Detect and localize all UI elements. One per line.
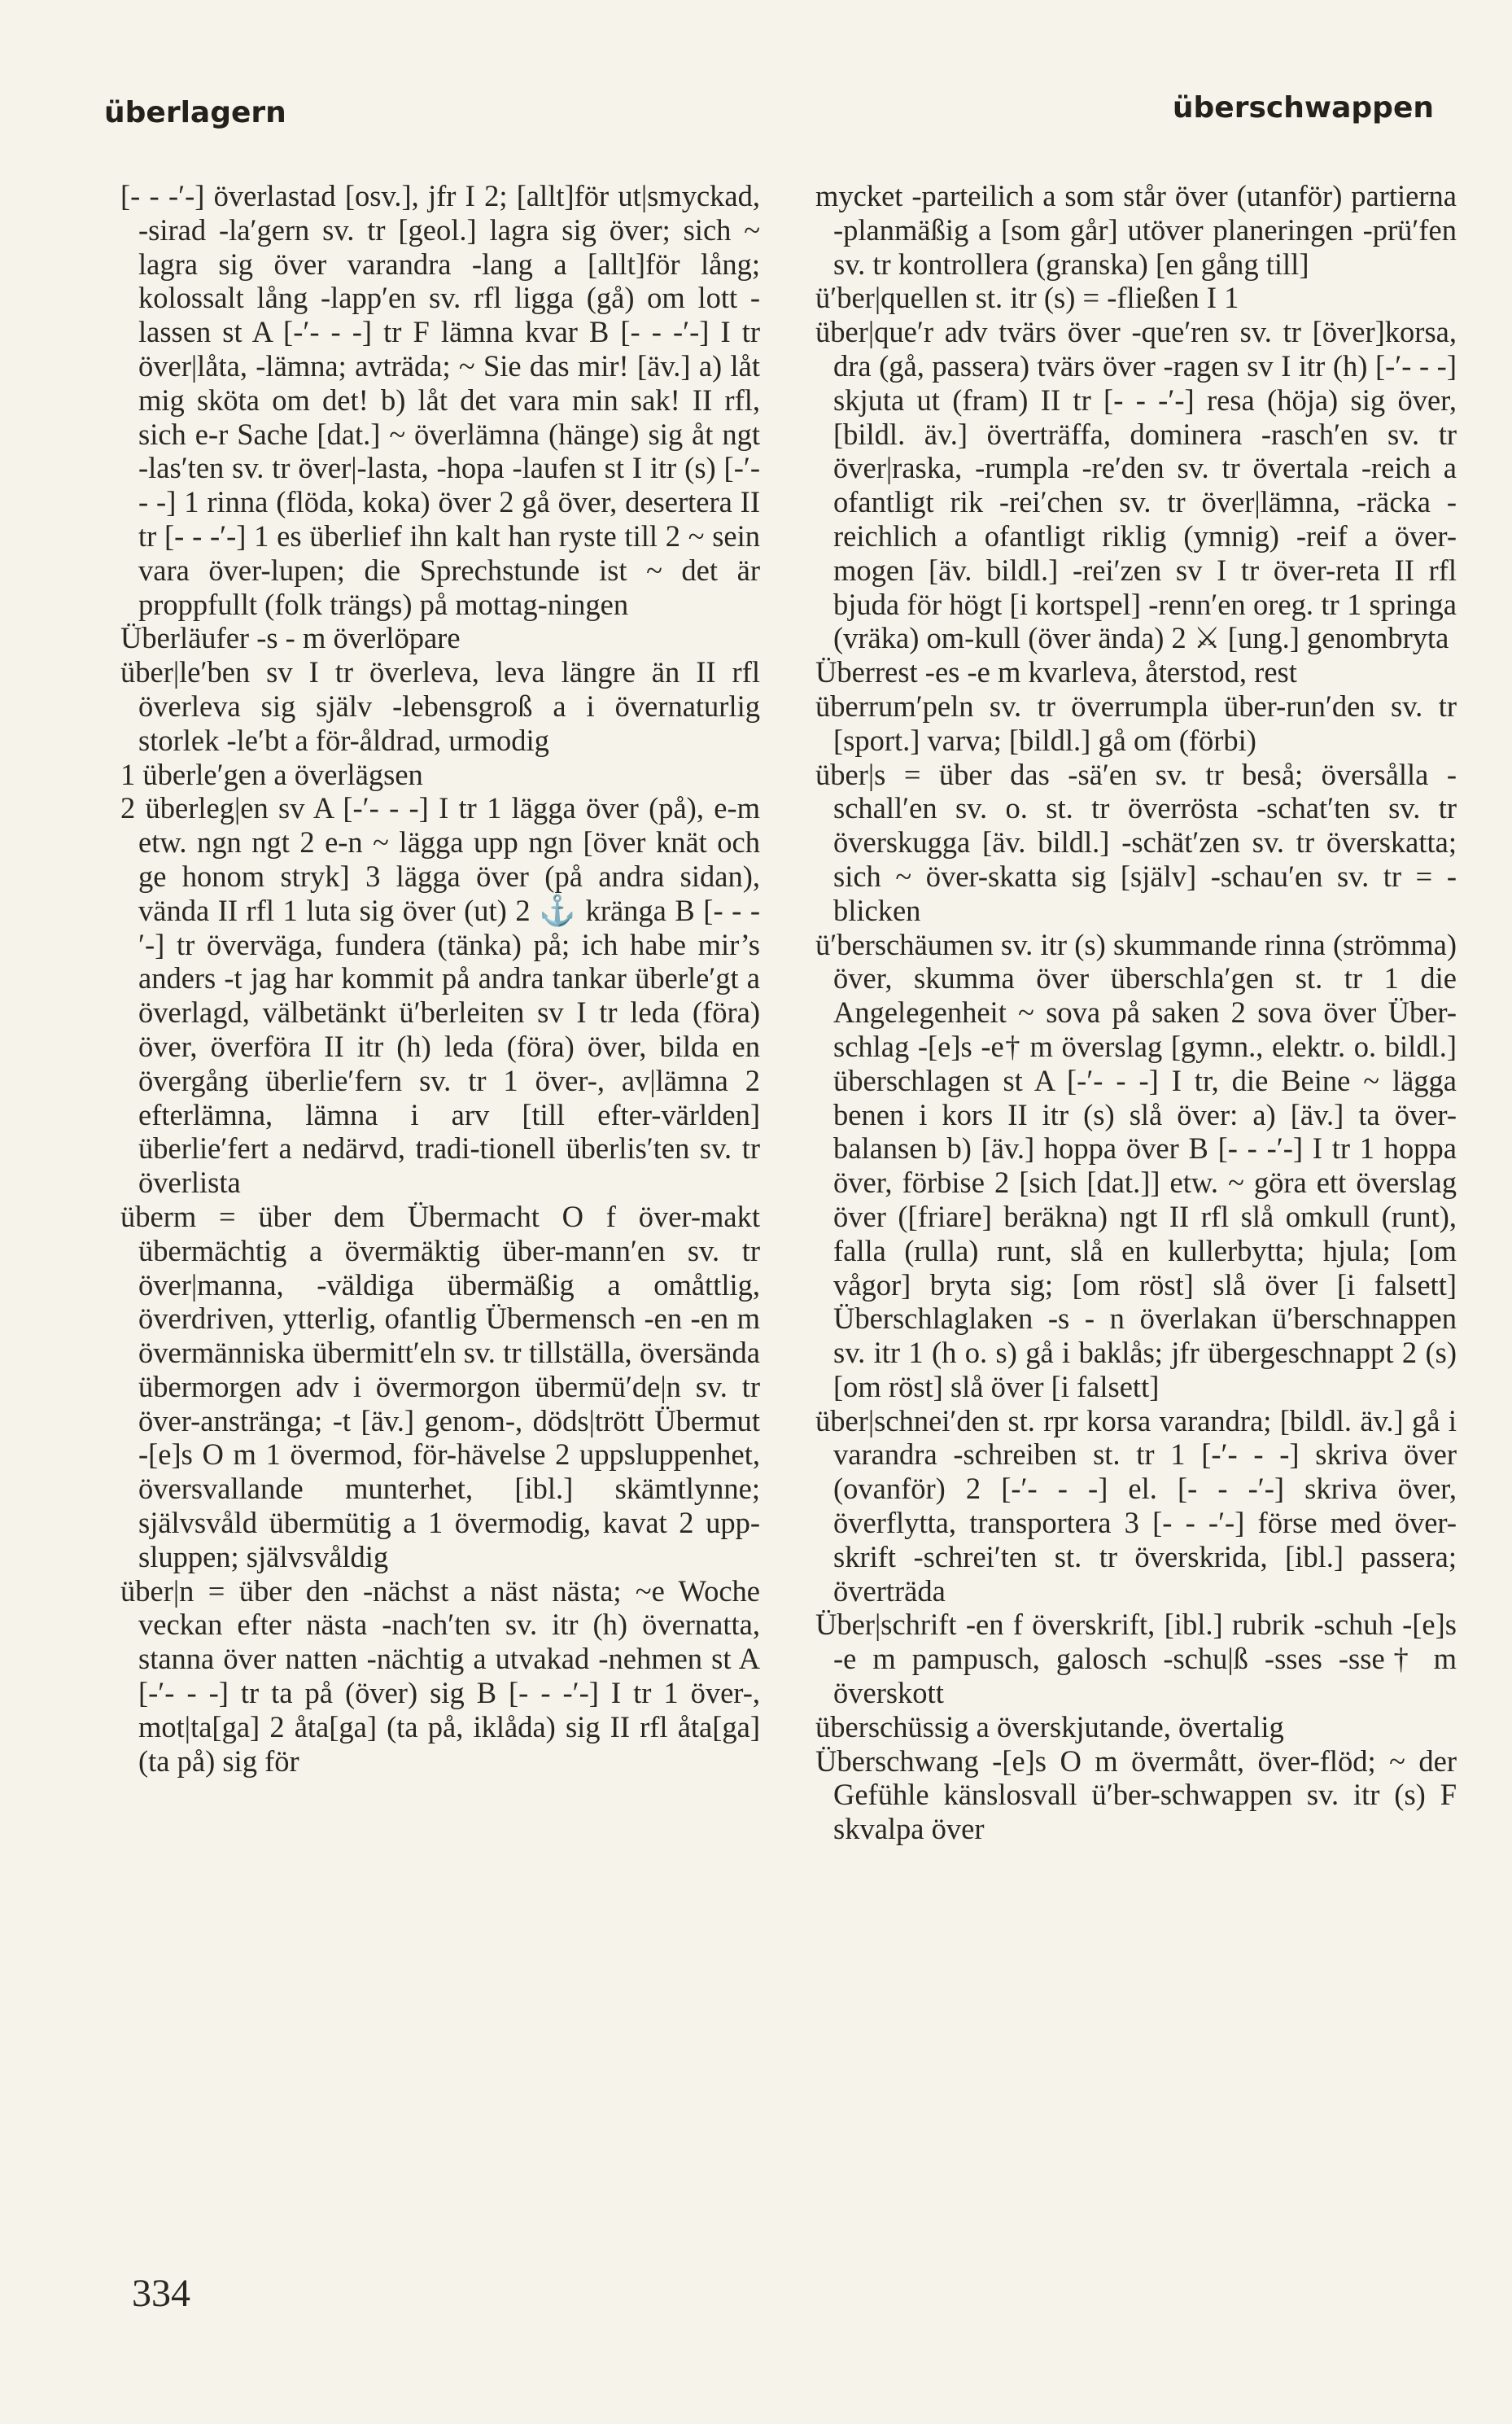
page-number: 334 [132, 2272, 190, 2315]
dictionary-entry: Über|schrift -en f överskrift, [ibl.] rubrik -schuh -[e]s -e m pampusch, galosch -schu|ß -sses -sse† m överskott [815, 1608, 1457, 1710]
dictionary-entry: über|s = über das -sä′en sv. tr beså; översålla -schall′en sv. o. st. tr överrösta -schat′ten sv. tr överskugga [äv. bildl.] -schät′zen sv. tr överskatta; sich ~ över-skatta sig [själv] -schau′en sv. tr = -blicken [815, 757, 1457, 927]
dictionary-entry: Überrest -es -e m kvarleva, återstod, rest [815, 655, 1297, 689]
dictionary-entry: ü′ber|quellen st. itr (s) = -fließen I 1 [815, 281, 1239, 315]
dictionary-entry: überrum′peln sv. tr överrumpla über-run′den sv. tr [sport.] varva; [bildl.] gå om (förbi) [815, 689, 1457, 757]
dictionary-entry: Überschwang -[e]s O m övermått, över-flöd; ~ der Gefühle känslosvall ü′ber-schwappen sv. itr (s) F skvalpa över [815, 1744, 1457, 1846]
dictionary-entry: überm = über dem Übermacht O f över-makt übermächtig a övermäktig über-mann′en sv. tr över|manna, -väldiga übermäßig a omåttlig, överdriven, ytterlig, ofantlig Übermensch -en -en m övermänniska übermitt′eln sv. tr tillställa, översända übermorgen adv i övermorgon übermü′de|n sv. tr över-anstränga; -t [äv.] genom-, döds|trött Übermut -[e]s O m 1 övermod, för-hävelse 2 uppsluppenhet, översvallande munterhet, [ibl.] skämtlynne; självsvåld übermütig a 1 övermodig, kavat 2 upp-sluppen; självsvåldig [120, 1199, 760, 1573]
dictionary-entry: überschüssig a överskjutande, övertalig [815, 1709, 1284, 1744]
right-column [815, 179, 1457, 1846]
running-head-right: überschwappen [1172, 91, 1434, 125]
left-column [120, 179, 760, 1778]
dictionary-entry: Überläufer -s - m överlöpare [120, 621, 461, 655]
dictionary-entry: über|que′r adv tvärs över -que′ren sv. tr [över]korsa, dra (gå, passera) tvärs över -ragen sv I itr (h) [-′- - -] skjuta ut (fram) II tr [- - -′-] resa (höja) sig över, [bildl. äv.] överträffa, dominera -rasch′en sv. tr över|raska, -rumpla -re′den sv. tr övertala -reich a ofantligt rik -rei′chen sv. tr över|lämna, -räcka -reichlich a ofantligt riklig (ymnig) -reif a över-mogen [äv. bildl.] -rei′zen sv I tr över-reta II rfl bjuda för högt [i kortspel] -renn′en oreg. tr 1 springa (vräka) om-kull (över ända) 2 ⚔ [ung.] genombryta [815, 315, 1457, 655]
dictionary-entry: über|schnei′den st. rpr korsa varandra; [bildl. äv.] gå i varandra -schreiben st. tr 1 [-′- - -] skriva över (ovanför) 2 [-′- - -] el. [- - -′-] skriva över, överflytta, transportera 3 [- - -′-] förse med över-skrift -schrei′ten st. tr överskrida, [ibl.] passera; överträda [815, 1403, 1457, 1608]
dictionary-entry: ü′berschäumen sv. itr (s) skummande rinna (strömma) över, skumma över überschla′gen st. tr 1 die Angelegenheit ~ sova på saken 2 sova över Über-schlag -[e]s -e† m överslag [gymn., elektr. o. bildl.] überschlagen st A [-′- - -] I tr, die Beine ~ lägga benen i kors II itr (s) slå över: a) [äv.] ta över-balansen b) [äv.] hoppa över B [- - -′-] I tr 1 hoppa över, förbise 2 [sich [dat.]] etw. ~ göra ett överslag över ([friare] beräkna) ngt II rfl slå omkull (runt), falla (rulla) runt, slå en kullerbytta; hjula; [om vågor] bryta sig; [om röst] slå över [i falsett] Überschlaglaken -s - n överlakan ü′berschnappen sv. itr 1 (h o. s) gå i baklås; jfr übergeschnappt 2 (s) [om röst] slå över [i falsett] [815, 927, 1457, 1403]
dictionary-entry: [- - -′-] överlastad [osv.], jfr I 2; [allt]för ut|smyckad, -sirad -la′gern sv. tr [geol.] lagra sig över; sich ~ lagra sig över varandra -lang a [allt]för lång; kolossalt lång -lapp′en sv. rfl ligga (gå) om lott -lassen st A [-′- - -] tr F lämna kvar B [- - -′-] I tr över|låta, -lämna; avträda; ~ Sie das mir! [äv.] a) låt mig sköta om det! b) låt det vara min sak! II rfl, sich e-r Sache [dat.] ~ överlämna (hänge) sig åt ngt -las′ten sv. tr över|-lasta, -hopa -laufen st I itr (s) [-′- - -] 1 rinna (flöda, koka) över 2 gå över, desertera II tr [- - -′-] 1 es überlief ihn kalt han ryste till 2 ~ sein vara över-lupen; die Sprechstunde ist ~ det är proppfullt (folk trängs) på mottag-ningen [120, 179, 760, 621]
running-head-left: überlagern [104, 96, 286, 129]
dictionary-entry: 2 überleg|en sv A [-′- - -] I tr 1 lägga över (på), e-m etw. ngn ngt 2 e-n ~ lägga upp ngn [över knät och ge honom stryk] 3 lägga över (på andra sidan), vända II rfl 1 luta sig över (ut) 2 ⚓ kränga B [- - -′-] tr överväga, fundera (tänka) på; ich habe mir’s anders -t jag har kommit på andra tankar überle′gt a överlagd, välbetänkt ü′berleiten sv I tr leda (föra) över, överföra II itr (h) leda (föra) över, bilda en övergång überlie′fern sv. tr 1 över-, av|lämna 2 efterlämna, lämna i arv [till efter-världen] überlie′fert a nedärvd, tradi-tionell überlis′ten sv. tr överlista [120, 791, 760, 1200]
dictionary-entry: über|n = über den -nächst a näst nästa; ~e Woche veckan efter nästa -nach′ten sv. itr (h) övernatta, stanna över natten -nächtig a utvakad -nehmen st A [-′- - -] tr ta på (över) sig B [- - -′-] I tr 1 över-, mot|ta[ga] 2 åta[ga] (ta på, iklåda) sig II rfl åta[ga] (ta på) sig för [120, 1573, 760, 1778]
dictionary-entry: über|le′ben sv I tr överleva, leva längre än II rfl överleva sig själv -lebensgroß a i övernaturlig storlek -le′bt a för-åldrad, urmodig [120, 655, 760, 757]
dictionary-entry: mycket -parteilich a som står över (utanför) partierna -planmäßig a [som går] utöver planeringen -prü′fen sv. tr kontrollera (granska) [en gång till] [815, 179, 1457, 281]
dictionary-entry: 1 überle′gen a överlägsen [120, 757, 423, 791]
